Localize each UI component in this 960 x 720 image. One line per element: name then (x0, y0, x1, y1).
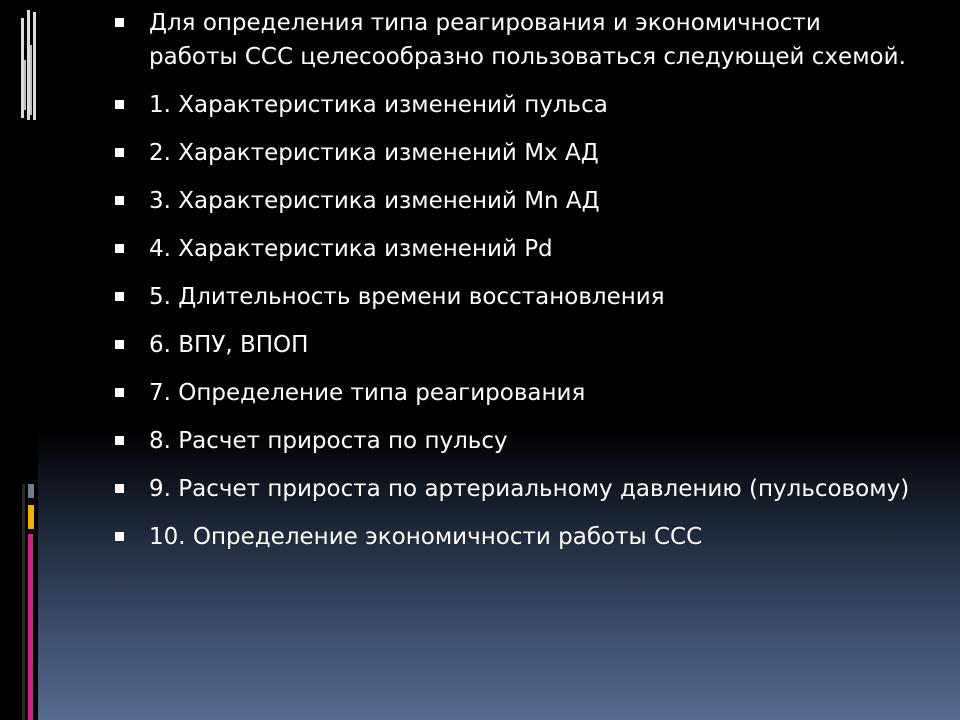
bullet-text: 8. Расчет прироста по пульсу (149, 428, 508, 454)
bullet-item-8 (115, 424, 915, 458)
square-bullet-icon (115, 100, 124, 109)
bullet-item-5 (115, 280, 915, 314)
bullet-item-3 (115, 184, 915, 218)
bullet-item-intro (115, 6, 915, 74)
decorative-stripes (0, 0, 38, 720)
bullet-item-9 (115, 472, 915, 506)
bullet-item-6 (115, 328, 915, 362)
bullet-item-7 (115, 376, 915, 410)
square-bullet-icon (115, 148, 124, 157)
bullet-item-4 (115, 232, 915, 266)
bullet-text: 10. Определение экономичности работы ССС (149, 524, 703, 550)
square-bullet-icon (115, 18, 124, 27)
bullet-text: 6. ВПУ, ВПОП (149, 332, 309, 358)
left-decoration-band (0, 0, 38, 720)
square-bullet-icon (115, 484, 124, 493)
square-bullet-icon (115, 436, 124, 445)
square-bullet-icon (115, 388, 124, 397)
square-bullet-icon (115, 532, 124, 541)
square-bullet-icon (115, 292, 124, 301)
bullet-item-10 (115, 520, 915, 554)
bullet-text: 7. Определение типа реагирования (149, 380, 586, 406)
square-bullet-icon (115, 196, 124, 205)
bullet-text: 2. Характеристика изменений Мх АД (149, 140, 599, 166)
bullet-item-2 (115, 136, 915, 170)
bullet-text: 3. Характеристика изменений Мn АД (149, 188, 600, 214)
square-bullet-icon (115, 340, 124, 349)
bullet-text: 5. Длительность времени восстановления (149, 284, 665, 310)
square-bullet-icon (115, 244, 124, 253)
bullet-text: 1. Характеристика изменений пульса (149, 92, 608, 118)
bullet-text: Для определения типа реагирования и экономичности работы ССС целесообразно пользоваться следующей схемой. (149, 10, 906, 70)
bullet-text: 9. Расчет прироста по артериальному давлению (пульсовому) (149, 476, 910, 502)
bullet-list (115, 6, 915, 568)
bullet-text: 4. Характеристика изменений Pd (149, 236, 553, 262)
bullet-item-1 (115, 88, 915, 122)
